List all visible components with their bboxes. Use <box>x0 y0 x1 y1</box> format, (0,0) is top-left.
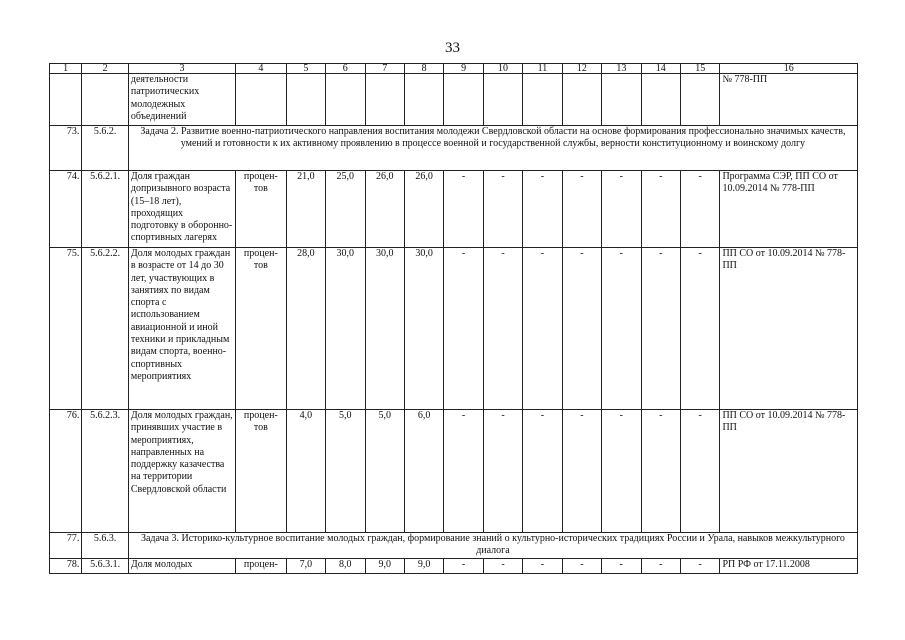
cell-value: 30,0 <box>404 248 443 410</box>
cell-value: - <box>483 410 522 533</box>
cell-unit <box>236 74 287 126</box>
column-number: 7 <box>365 64 404 74</box>
cell-name: Доля молодых граждан, принявших участие в мероприятиях, направленных на поддержку казачества на территории Свердловской области <box>128 410 235 533</box>
cell-value: - <box>562 558 601 573</box>
cell-value: - <box>444 410 483 533</box>
column-number: 13 <box>602 64 641 74</box>
cell-value: - <box>641 558 680 573</box>
cell-value: - <box>641 248 680 410</box>
cell-value: - <box>562 410 601 533</box>
task-text: Задача 2. Развитие военно-патриотического направления воспитания молодежи Свердловской области на основе формирования профессионально значимых качеств, умений и готовности к их активному проявлению в процессе военной и государственной службы, верности конституционному и воинскому долгу <box>128 126 857 171</box>
cell-source: РП РФ от 17.11.2008 <box>720 558 858 573</box>
cell-value <box>483 74 522 126</box>
cell-value <box>602 74 641 126</box>
cell-value: - <box>681 558 720 573</box>
task-row <box>50 533 858 559</box>
cell-value: - <box>602 558 641 573</box>
cell-value: - <box>681 248 720 410</box>
cell-value: 8,0 <box>326 558 365 573</box>
cell-unit: процен-тов <box>236 171 287 248</box>
column-number: 14 <box>641 64 680 74</box>
column-number: 4 <box>236 64 287 74</box>
cell-num: 78. <box>50 558 82 573</box>
cell-unit: процен-тов <box>236 410 287 533</box>
cell-value <box>562 74 601 126</box>
column-number: 6 <box>326 64 365 74</box>
cell-value: - <box>444 558 483 573</box>
cell-value <box>365 74 404 126</box>
cell-code: 5.6.2.3. <box>82 410 129 533</box>
cell-unit: процен-тов <box>236 248 287 410</box>
cell-value: 7,0 <box>286 558 325 573</box>
cell-source: ПП СО от 10.09.2014 № 778-ПП <box>720 410 858 533</box>
cell-value: - <box>681 171 720 248</box>
cell-num: 76. <box>50 410 82 533</box>
cell-value: 25,0 <box>326 171 365 248</box>
cell-value: 9,0 <box>365 558 404 573</box>
page-number: 33 <box>445 40 460 56</box>
cell-name: Доля молодых <box>128 558 235 573</box>
cell-value: - <box>523 171 562 248</box>
cell-value: - <box>523 410 562 533</box>
cell-source: Программа СЭР, ПП СО от 10.09.2014 № 778-ПП <box>720 171 858 248</box>
cell-value: - <box>641 410 680 533</box>
column-number: 5 <box>286 64 325 74</box>
cell-value: 26,0 <box>365 171 404 248</box>
table-row <box>50 248 858 410</box>
cell-code: 5.6.3. <box>82 533 129 559</box>
cell-value: - <box>602 171 641 248</box>
cell-value: - <box>483 171 522 248</box>
column-number: 8 <box>404 64 443 74</box>
cell-name: деятельности патриотических молодежных объединений <box>128 74 235 126</box>
column-number: 1 <box>50 64 82 74</box>
cell-value: - <box>641 171 680 248</box>
cell-value: - <box>483 248 522 410</box>
cell-value: - <box>523 558 562 573</box>
column-number: 11 <box>523 64 562 74</box>
cell-num: 73. <box>50 126 82 171</box>
cell-value: 28,0 <box>286 248 325 410</box>
column-number: 9 <box>444 64 483 74</box>
cell-num: 77. <box>50 533 82 559</box>
cell-code: 5.6.2.1. <box>82 171 129 248</box>
cell-value <box>326 74 365 126</box>
task-text: Задача 3. Историко-культурное воспитание молодых граждан, формирование знаний о культурно-исторических традициях России и Урала, навыков межкультурного диалога <box>128 533 857 559</box>
cell-value: - <box>562 171 601 248</box>
table-row <box>50 558 858 573</box>
cell-value: 4,0 <box>286 410 325 533</box>
cell-value: - <box>602 410 641 533</box>
column-number: 16 <box>720 64 858 74</box>
cell-value: 5,0 <box>326 410 365 533</box>
cell-value: 9,0 <box>404 558 443 573</box>
cell-value: 30,0 <box>365 248 404 410</box>
cell-value <box>286 74 325 126</box>
cell-value <box>641 74 680 126</box>
column-number: 12 <box>562 64 601 74</box>
cell-value: - <box>562 248 601 410</box>
cell-value <box>681 74 720 126</box>
column-number: 2 <box>82 64 129 74</box>
cell-value: - <box>602 248 641 410</box>
cell-value: 5,0 <box>365 410 404 533</box>
task-row <box>50 126 858 171</box>
cell-num: 74. <box>50 171 82 248</box>
cell-value: - <box>444 248 483 410</box>
column-number: 10 <box>483 64 522 74</box>
cell-value: - <box>483 558 522 573</box>
cell-source: ПП СО от 10.09.2014 № 778-ПП <box>720 248 858 410</box>
indicators-table <box>49 63 858 574</box>
cell-value: 30,0 <box>326 248 365 410</box>
cell-value: - <box>444 171 483 248</box>
cell-value <box>523 74 562 126</box>
cell-value: 21,0 <box>286 171 325 248</box>
cell-value: - <box>681 410 720 533</box>
cell-value <box>404 74 443 126</box>
cell-unit: процен- <box>236 558 287 573</box>
cell-source: № 778-ПП <box>720 74 858 126</box>
cell-num: 75. <box>50 248 82 410</box>
cell-code: 5.6.2.2. <box>82 248 129 410</box>
cell-value: 6,0 <box>404 410 443 533</box>
column-number: 15 <box>681 64 720 74</box>
table-row <box>50 410 858 533</box>
cell-value: 26,0 <box>404 171 443 248</box>
table-row <box>50 171 858 248</box>
cell-name: Доля молодых граждан в возрасте от 14 до 30 лет, участвующих в занятиях по видам спорта с использованием авиационной и иной техники и прикладным видам спорта, военно-спортивных мероприятиях <box>128 248 235 410</box>
cell-value <box>444 74 483 126</box>
table-row <box>50 74 858 126</box>
cell-value: - <box>523 248 562 410</box>
column-number: 3 <box>128 64 235 74</box>
cell-code: 5.6.2. <box>82 126 129 171</box>
table-body <box>50 64 858 574</box>
column-number-row <box>50 64 858 74</box>
cell-code <box>82 74 129 126</box>
cell-name: Доля граждан допризывного возраста (15–18 лет), проходящих подготовку в оборонно-спортивных лагерях <box>128 171 235 248</box>
cell-code: 5.6.3.1. <box>82 558 129 573</box>
cell-num <box>50 74 82 126</box>
